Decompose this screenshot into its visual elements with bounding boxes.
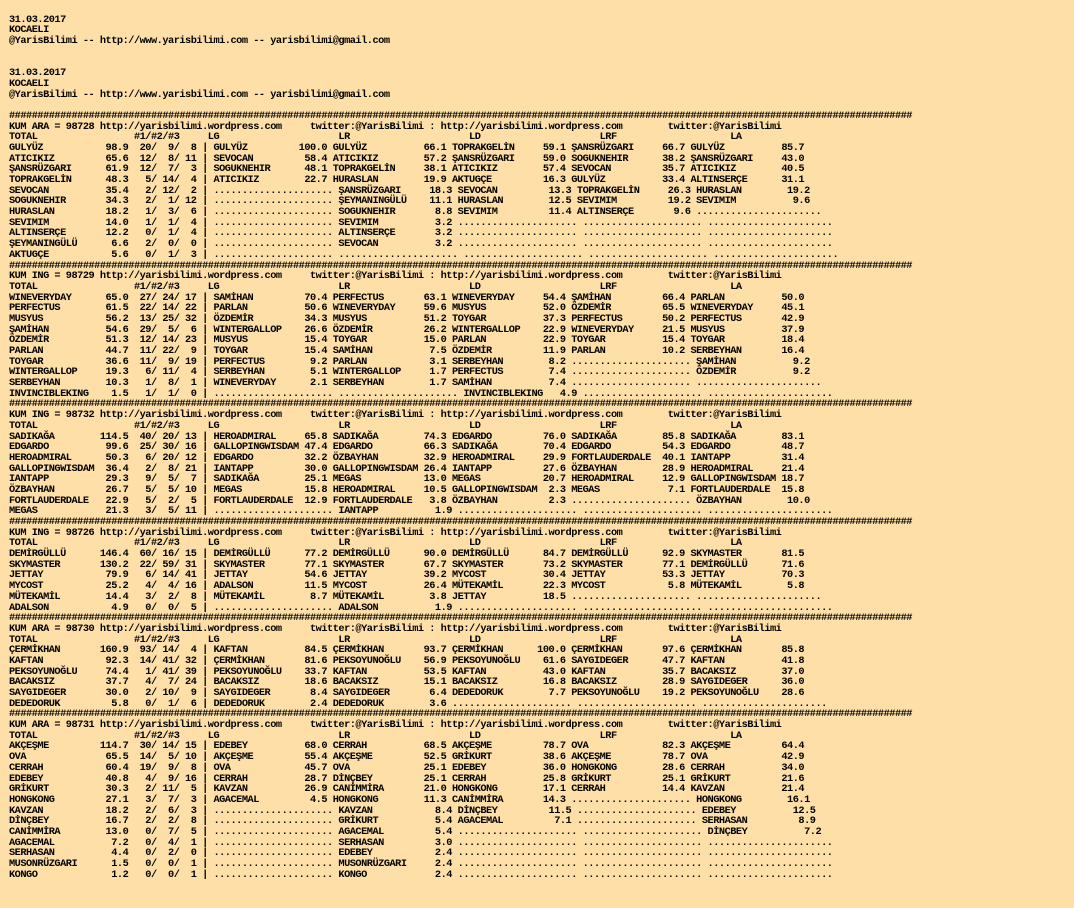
- report-line: TOTAL #1/#2/#3 LG LR LD LRF LA: [9, 633, 742, 646]
- report-line: MUSONRÜZGARI 1.5 0/ 0/ 1 | ..................... MUSONRÜZGARI 2.4 ..................... ..................... ......................: [9, 858, 833, 870]
- report-line: CERRAH 60.4 19/ 9/ 8 | OVA 45.7 OVA 25.1 EDEBEY 36.0 HONGKONG 28.6 CERRAH 34.0: [9, 761, 805, 774]
- report-line: TOTAL #1/#2/#3 LG LR LD LRF LA: [9, 280, 742, 293]
- report-line: WINEVERYDAY 65.0 27/ 24/ 17 | SAMİHAN 70.4 PERFECTUS 63.1 WINEVERYDAY 54.4 ŞAMİHAN 66.4 PARLAN 50.0: [9, 291, 805, 304]
- report-line: DEMİRGÜLLÜ 146.4 60/ 16/ 15 | DEMİRGÜLLÜ 77.2 DEMİRGÜLLÜ 90.0 DEMİRGÜLLÜ 84.7 DEMİRGÜLLÜ 92.9 SKYMASTER 81.5: [9, 548, 805, 561]
- report-line: SEVIMIM 14.0 1/ 1/ 4 | ..................... SEVIMIM 3.2 ..................... ..................... ......................: [9, 216, 833, 229]
- report-line: AKÇEŞME 114.7 30/ 14/ 15 | EDEBEY 68.0 CERRAH 68.5 AKÇEŞME 78.7 OVA 82.3 AKÇEŞME 64.4: [9, 740, 805, 753]
- report-line: ÖZDEMİR 51.3 12/ 14/ 23 | MUSYUS 15.4 TOYGAR 15.0 PARLAN 22.9 TOYGAR 15.4 TOYGAR 18.4: [9, 334, 805, 347]
- report-line: ÖZBAYHAN 26.7 5/ 5/ 10 | MEGAS 15.8 HEROADMIRAL 10.5 GALLOPINGWISDAM 2.3 MEGAS 7.1 FORTLAUDERDALE 15.8: [9, 483, 805, 496]
- report-line: SOGUKNEHIR 34.3 2/ 1/ 12 | ..................... ŞEYMANINGÜLÜ 11.1 HURASLAN 12.5 SEVIMIM 19.2 SEVIMIM 9.6: [9, 195, 810, 208]
- report-line: [9, 47, 1074, 58]
- report-line: ÇERMİKHAN 160.9 93/ 14/ 4 | KAFTAN 84.5 ÇERMİKHAN 93.7 ÇERMİKHAN 100.0 ÇERMİKHAN 97.6 ÇERMİKHAN 85.8: [9, 644, 805, 657]
- report-line: @YarisBilimi -- http://www.yarisbilimi.com -- yarisbilimi@gmail.com: [9, 88, 390, 101]
- report-line: 31.03.2017: [9, 67, 66, 80]
- report-line: TOTAL #1/#2/#3 LG LR LD LRF LA: [9, 419, 742, 432]
- report-line: ###############################################################################################################################################################: [9, 109, 912, 122]
- report-line: KUM ING = 98729 http://yarisbilimi.wordpress.com twitter:@YarisBilimi : http://yarisbilimi.wordpress.com twitter:@YarisBilimi: [9, 270, 782, 283]
- report-line: GRİKURT 30.3 2/ 11/ 5 | KAVZAN 26.9 CANİMMİRA 21.0 HONGKONG 17.1 CERRAH 14.4 KAVZAN 21.4: [9, 783, 805, 796]
- report-line: WINTERGALLOP 19.3 6/ 11/ 4 | SERBEYHAN 5.1 WINTERGALLOP 1.7 PERFECTUS 7.4 ..................... ÖZDEMİR 9.2: [9, 366, 810, 379]
- report-line: GULYÜZ 98.9 20/ 9/ 8 | GULYÜZ 100.0 GULYÜZ 66.1 TOPRAKGELİN 59.1 ŞANSRÜZGARI 66.7 GULYÜZ 85.7: [9, 141, 805, 154]
- report-line: HEROADMIRAL 50.3 6/ 20/ 12 | EDGARDO 32.2 ÖZBAYHAN 32.9 HEROADMIRAL 29.9 FORTLAUDERDALE 40.1 IANTAPP 31.4: [9, 451, 805, 464]
- report-line: DİNÇBEY 16.7 2/ 2/ 8 | ..................... GRİKURT 5.4 AGACEMAL 7.1 ..................... SERHASAN 8.9: [9, 815, 816, 828]
- report-line: CANİMMİRA 13.0 0/ 7/ 5 | ..................... AGACEMAL 5.4 ..................... ..................... DİNÇBEY 7.2: [9, 825, 822, 838]
- report-line: INVINCIBLEKING 1.5 1/ 1/ 0 | ..................... ..................... INVINCIBLEKING 4.9 ..................... ......................: [9, 387, 833, 400]
- report-line: SERBEYHAN 10.3 1/ 8/ 1 | WINEVERYDAY 2.1 SERBEYHAN 1.7 SAMİHAN 7.4 ..................... ......................: [9, 377, 822, 390]
- report-line: ATICIKIZ 65.6 12/ 8/ 11 | SEVOCAN 58.4 ATICIKIZ 57.2 ŞANSRÜZGARI 59.0 SOGUKNEHIR 38.2 ŞANSRÜZGARI 43.0: [9, 152, 805, 165]
- report-line: PARLAN 44.7 11/ 22/ 9 | TOYGAR 15.4 SAMİHAN 7.5 ÖZDEMİR 11.9 PARLAN 10.2 SERBEYHAN 16.4: [9, 345, 805, 357]
- report-line: ###############################################################################################################################################################: [9, 516, 912, 528]
- report-line: KUM ING = 98726 http://yarisbilimi.wordpress.com twitter:@YarisBilimi : http://yarisbilimi.wordpress.com twitter:@YarisBilimi: [9, 526, 782, 539]
- report-line: IANTAPP 29.3 9/ 5/ 7 | SADIKAĞA 25.1 MEGAS 13.0 MEGAS 20.7 HEROADMIRAL 12.9 GALLOPINGWISDAM 18.7: [9, 473, 805, 486]
- report-line: HONGKONG 27.1 3/ 7/ 3 | AGACEMAL 4.5 HONGKONG 11.3 CANİMMİRA 14.3 ..................... HONGKONG 16.1: [9, 793, 810, 806]
- report-line: ###############################################################################################################################################################: [9, 612, 912, 625]
- report-line: BACAKSIZ 37.7 4/ 7/ 24 | BACAKSIZ 18.6 BACAKSIZ 15.1 BACAKSIZ 16.8 BACAKSIZ 28.9 SAYGIDEGER 36.0: [9, 676, 805, 689]
- report-line: KAVZAN 18.2 2/ 6/ 3 | ..................... KAVZAN 8.4 DİNÇBEY 11.5 ..................... EDEBEY 12.5: [9, 804, 816, 817]
- report-line: ŞEYMANINGÜLÜ 6.6 2/ 0/ 0 | ..................... SEVOCAN 3.2 ..................... ..................... ......................: [9, 238, 833, 251]
- report-line: TOPRAKGELİN 48.3 5/ 14/ 4 | ATICIKIZ 22.7 HURASLAN 19.9 AKTUGÇE 16.3 GULYÜZ 33.4 ALTINSERÇE 31.1: [9, 174, 805, 186]
- report-line: JETTAY 79.9 6/ 14/ 41 | JETTAY 54.6 JETTAY 39.2 MYCOST 30.4 JETTAY 53.3 JETTAY 70.3: [9, 569, 805, 582]
- report-line: GALLOPINGWISDAM 36.4 2/ 8/ 21 | IANTAPP 30.0 GALLOPINGWISDAM 26.4 IANTAPP 27.6 ÖZBAYHAN 28.9 HEROADMIRAL 21.4: [9, 462, 805, 475]
- report-line: ŞAMİHAN 54.6 29/ 5/ 6 | WINTERGALLOP 26.6 ÖZDEMİR 26.2 WINTERGALLOP 22.9 WINEVERYDAY 21.5 MUSYUS 37.9: [9, 323, 805, 336]
- report-line: SAYGIDEGER 30.0 2/ 10/ 9 | SAYGIDEGER 8.4 SAYGIDEGER 6.4 DEDEDORUK 7.7 PEKSOYUNOĞLU 19.2 PEKSOYUNOĞLU 28.6: [9, 687, 805, 699]
- report-line: TOTAL #1/#2/#3 LG LR LD LRF LA: [9, 131, 742, 144]
- report-line: TOYGAR 36.6 11/ 9/ 19 | PERFECTUS 9.2 PARLAN 3.1 SERBEYHAN 8.2 ..................... ŞAMİHAN 9.2: [9, 355, 810, 368]
- report-line: KUM ARA = 98728 http://yarisbilimi.wordpress.com twitter:@YarisBilimi : http://yarisbilimi.wordpress.com twitter:@YarisBilimi: [9, 120, 782, 133]
- report-line: PEKSOYUNOĞLU 74.4 1/ 41/ 39 | PEKSOYUNOĞLU 33.7 KAFTAN 53.5 KAFTAN 43.0 KAFTAN 35.7 BACAKSIZ 37.0: [9, 665, 805, 678]
- report-line: [9, 4, 1074, 15]
- report-line: @YarisBilimi -- http://www.yarisbilimi.com -- yarisbilimi@gmail.com: [9, 35, 390, 48]
- report-line: KONGO 1.2 0/ 0/ 1 | ..................... KONGO 2.4 ..................... ..................... ......................: [9, 868, 833, 881]
- report-line: SEVOCAN 35.4 2/ 12/ 2 | ..................... ŞANSRÜZGARI 18.3 SEVOCAN 13.3 TOPRAKGELİN 26.3 HURASLAN 19.2: [9, 184, 810, 197]
- report-line: [9, 57, 1074, 68]
- report-line: MYCOST 25.2 4/ 4/ 16 | ADALSON 11.5 MYCOST 26.4 MÜTEKAMİL 22.3 MYCOST 5.8 MÜTEKAMİL 5.8: [9, 580, 805, 593]
- report-line: KOCAELI: [9, 24, 49, 37]
- report-line: TOTAL #1/#2/#3 LG LR LD LRF LA: [9, 729, 742, 742]
- report-line: DEDEDORUK 5.8 0/ 1/ 6 | DEDEDORUK 2.4 DEDEDORUK 3.6 ..................... ..................... ......................: [9, 697, 827, 710]
- report-line: MUSYUS 56.2 13/ 25/ 32 | ÖZDEMİR 34.3 MUSYUS 51.2 TOYGAR 37.3 PERFECTUS 50.2 PERFECTUS 42.9: [9, 312, 805, 325]
- report-line: ###############################################################################################################################################################: [9, 398, 912, 411]
- report-line: ADALSON 4.9 0/ 0/ 5 | ..................... ADALSON 1.9 ..................... ..................... ......................: [9, 601, 833, 614]
- report-line: ###############################################################################################################################################################: [9, 708, 912, 721]
- report-line: FORTLAUDERDALE 22.9 5/ 2/ 5 | FORTLAUDERDALE 12.9 FORTLAUDERDALE 3.8 ÖZBAYHAN 2.3 ..................... ÖZBAYHAN 10.0: [9, 494, 810, 507]
- report-line: MÜTEKAMİL 14.4 3/ 2/ 8 | MÜTEKAMİL 8.7 MÜTEKAMİL 3.8 JETTAY 18.5 ..................... ......................: [9, 590, 822, 603]
- report-line: HURASLAN 18.2 1/ 3/ 6 | ..................... SOGUKNEHIR 8.8 SEVIMIM 11.4 ALTINSERÇE 9.6 ......................: [9, 206, 822, 219]
- report-line: KUM ARA = 98730 http://yarisbilimi.wordpress.com twitter:@YarisBilimi : http://yarisbilimi.wordpress.com twitter:@YarisBilimi: [9, 622, 782, 635]
- report-line: SADIKAĞA 114.5 40/ 20/ 13 | HEROADMIRAL 65.8 SADIKAĞA 74.3 EDGARDO 76.0 SADIKAĞA 85.8 SADIKAĞA 83.1: [9, 430, 805, 443]
- report-line: KAFTAN 92.3 14/ 41/ 32 | ÇERMİKHAN 81.6 PEKSOYUNOĞLU 56.9 PEKSOYUNOĞLU 61.6 SAYGIDEGER 47.7 KAFTAN 41.8: [9, 654, 805, 667]
- report-line: 31.03.2017: [9, 13, 66, 26]
- report-line: SERHASAN 4.4 0/ 2/ 0 | ..................... EDEBEY 2.4 ..................... ..................... ......................: [9, 847, 833, 860]
- report-line: KOCAELI: [9, 77, 49, 90]
- report-line: ALTINSERÇE 12.2 0/ 1/ 4 | ..................... ALTINSERÇE 3.2 ..................... ..................... ......................: [9, 227, 833, 240]
- report-line: ŞANSRÜZGARI 61.9 12/ 7/ 3 | SOGUKNEHIR 48.1 TOPRAKGELİN 38.1 ATICIKIZ 57.4 SEVOCAN 35.7 ATICIKIZ 40.5: [9, 163, 805, 176]
- report-line: ###############################################################################################################################################################: [9, 259, 912, 272]
- report-line: KUM ARA = 98731 http://yarisbilimi.wordpress.com twitter:@YarisBilimi : http://yarisbilimi.wordpress.com twitter:@YarisBilimi: [9, 719, 782, 732]
- report-line: AKTUGÇE 5.6 0/ 1/ 3 | ..................... ..................... ..................... ..................... ......................: [9, 248, 839, 261]
- report-line: AGACEMAL 7.2 0/ 4/ 1 | ..................... SERHASAN 3.0 ..................... ..................... ......................: [9, 836, 833, 849]
- report-line: TOTAL #1/#2/#3 LG LR LD LRF LA: [9, 537, 742, 550]
- report-line: OVA 65.5 14/ 5/ 10 | AKÇEŞME 55.4 AKÇEŞME 52.5 GRİKURT 38.6 AKÇEŞME 78.7 OVA 42.9: [9, 751, 805, 764]
- report-line: SKYMASTER 130.2 22/ 59/ 31 | SKYMASTER 77.1 SKYMASTER 67.7 SKYMASTER 73.2 SKYMASTER 77.1 DEMİRGÜLLÜ 71.6: [9, 558, 805, 571]
- report-line: MEGAS 21.3 3/ 5/ 11 | ..................... IANTAPP 1.9 ..................... ..................... ......................: [9, 505, 833, 518]
- report-line: EDEBEY 40.8 4/ 9/ 16 | CERRAH 28.7 DİNÇBEY 25.1 CERRAH 25.8 GRİKURT 25.1 GRİKURT 21.6: [9, 772, 805, 785]
- report-line: PERFECTUS 61.5 22/ 14/ 22 | PARLAN 50.6 WINEVERYDAY 59.6 MUSYUS 52.0 ÖZDEMİR 65.5 WINEVERYDAY 45.1: [9, 302, 805, 315]
- report-line: KUM ING = 98732 http://yarisbilimi.wordpress.com twitter:@YarisBilimi : http://yarisbilimi.wordpress.com twitter:@YarisBilimi: [9, 409, 782, 422]
- report-line: EDGARDO 99.6 25/ 30/ 16 | GALLOPINGWISDAM 47.4 EDGARDO 66.3 SADIKAĞA 70.4 EDGARDO 54.3 EDGARDO 48.7: [9, 441, 805, 454]
